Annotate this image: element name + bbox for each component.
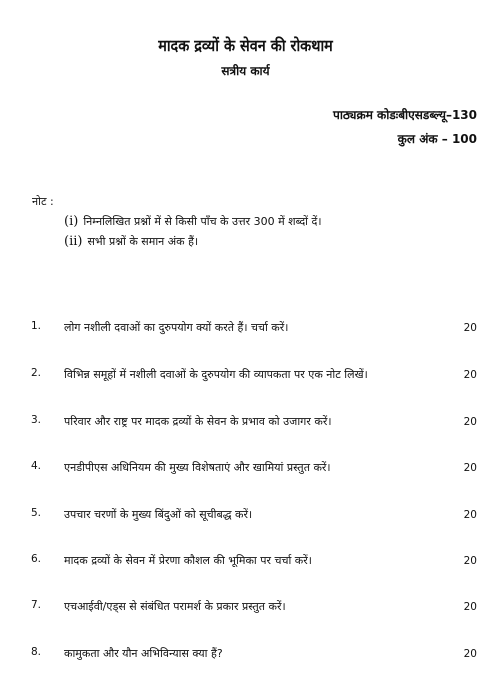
course-code: पाठ्यक्रम कोडःबीएसडब्ल्यू–130 [333, 108, 477, 122]
document-title: मादक द्रव्यों के सेवन की रोकथाम [158, 36, 333, 55]
question-marks: 20 [463, 462, 477, 474]
question-number: 7. [31, 599, 42, 611]
question-row [0, 599, 491, 617]
instruction-number: (ii) [64, 234, 83, 249]
question-text: लोग नशीली दवाओं का दुरुपयोग क्यों करते हैं। चर्चा करें। [64, 321, 289, 334]
question-row [0, 320, 491, 338]
question-row [0, 553, 491, 571]
question-number: 1. [31, 320, 42, 332]
question-row [0, 507, 491, 525]
question-number: 8. [31, 646, 42, 658]
question-text: एचआईवी/एड्स से संबंधित परामर्श के प्रकार प्रस्तुत करें। [64, 600, 286, 613]
question-text: उपचार चरणों के मुख्य बिंदुओं को सूचीबद्ध करें। [64, 508, 253, 521]
question-marks: 20 [463, 416, 477, 428]
question-row [0, 414, 491, 432]
question-marks: 20 [463, 369, 477, 381]
question-marks: 20 [463, 555, 477, 567]
question-number: 3. [31, 414, 42, 426]
instruction-number: (i) [64, 214, 79, 229]
question-marks: 20 [463, 648, 477, 660]
question-row [0, 646, 491, 664]
total-marks: कुल अंक – 100 [397, 132, 477, 146]
question-number: 4. [31, 460, 42, 472]
instruction-text: सभी प्रश्नों के समान अंक हैं। [87, 235, 199, 248]
question-text: एनडीपीएस अधिनियम की मुख्य विशेषताएं और खामियां प्रस्तुत करें। [64, 461, 331, 474]
question-text: कामुकता और यौन अभिविन्यास क्या हैं? [64, 647, 223, 660]
question-text: परिवार और राष्ट्र पर मादक द्रव्यों के सेवन के प्रभाव को उजागर करें। [64, 415, 332, 428]
question-row [0, 367, 491, 385]
question-number: 6. [31, 553, 42, 565]
question-marks: 20 [463, 509, 477, 521]
instruction-item [64, 214, 322, 229]
note-label: नोट : [32, 195, 54, 208]
question-text: विभिन्न समूहों में नशीली दवाओं के दुरुपयोग की व्यापकता पर एक नोट लिखें। [64, 368, 368, 381]
question-number: 2. [31, 367, 42, 379]
instruction-text: निम्नलिखित प्रश्नों में से किसी पाँच के उत्तर 300 में शब्दों दें। [83, 215, 322, 228]
question-text: मादक द्रव्यों के सेवन में प्रेरणा कौशल की भूमिका पर चर्चा करें। [64, 554, 312, 567]
question-number: 5. [31, 507, 42, 519]
question-marks: 20 [463, 601, 477, 613]
instruction-item [64, 234, 198, 249]
document-subtitle: सत्रीय कार्य [221, 64, 270, 78]
question-marks: 20 [463, 322, 477, 334]
question-row [0, 460, 491, 478]
